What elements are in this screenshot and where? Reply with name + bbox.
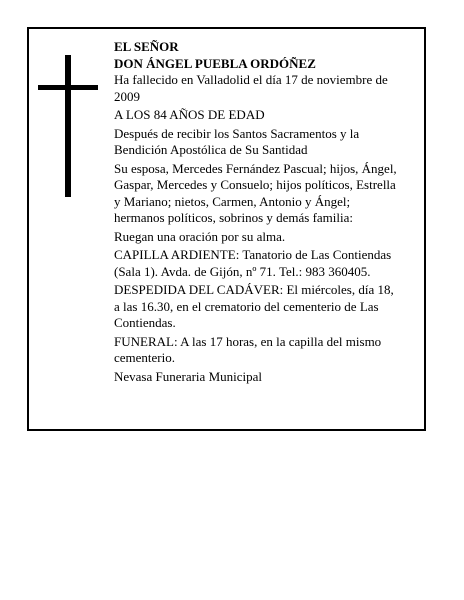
cross-vertical-bar xyxy=(65,55,71,197)
funeral-info: FUNERAL: A las 17 horas, en la capilla del mismo cementerio. xyxy=(114,333,382,365)
chapel-info: CAPILLA ARDIENTE: Tanatorio de Las Contiendas (Sala 1). Avda. de Gijón, nº 71. Tel.: 983 360405. xyxy=(114,247,392,279)
farewell-info: DESPEDIDA DEL CADÁVER: El miércoles, día 18, a las 16.30, en el crematorio del cementerio de Las Contiendas. xyxy=(114,282,394,330)
cross-icon xyxy=(38,55,98,197)
death-info: Ha fallecido en Valladolid el día 17 de noviembre de 2009 xyxy=(114,72,388,104)
deceased-name: DON ÁNGEL PUEBLA ORDÓÑEZ xyxy=(114,55,316,71)
funeral-home: Nevasa Funeraria Municipal xyxy=(114,368,263,384)
obituary-text-block xyxy=(114,39,398,387)
prayer-request: Ruegan una oración por su alma. xyxy=(114,228,286,244)
family-list: Su esposa, Mercedes Fernández Pascual; hijos, Ángel, Gaspar, Mercedes y Consuelo; hijos políticos, Estrella y Mariano; nietos, Carmen, Antonio y Ángel; hermanos políticos, sobrinos y demás familia: xyxy=(114,160,397,225)
sacraments-line: Después de recibir los Santos Sacramentos y la Bendición Apostólica de Su Santidad xyxy=(114,125,360,157)
age-line: A LOS 84 AÑOS DE EDAD xyxy=(114,107,265,122)
cross-horizontal-bar xyxy=(38,85,98,90)
heading-title: EL SEÑOR xyxy=(114,39,179,54)
